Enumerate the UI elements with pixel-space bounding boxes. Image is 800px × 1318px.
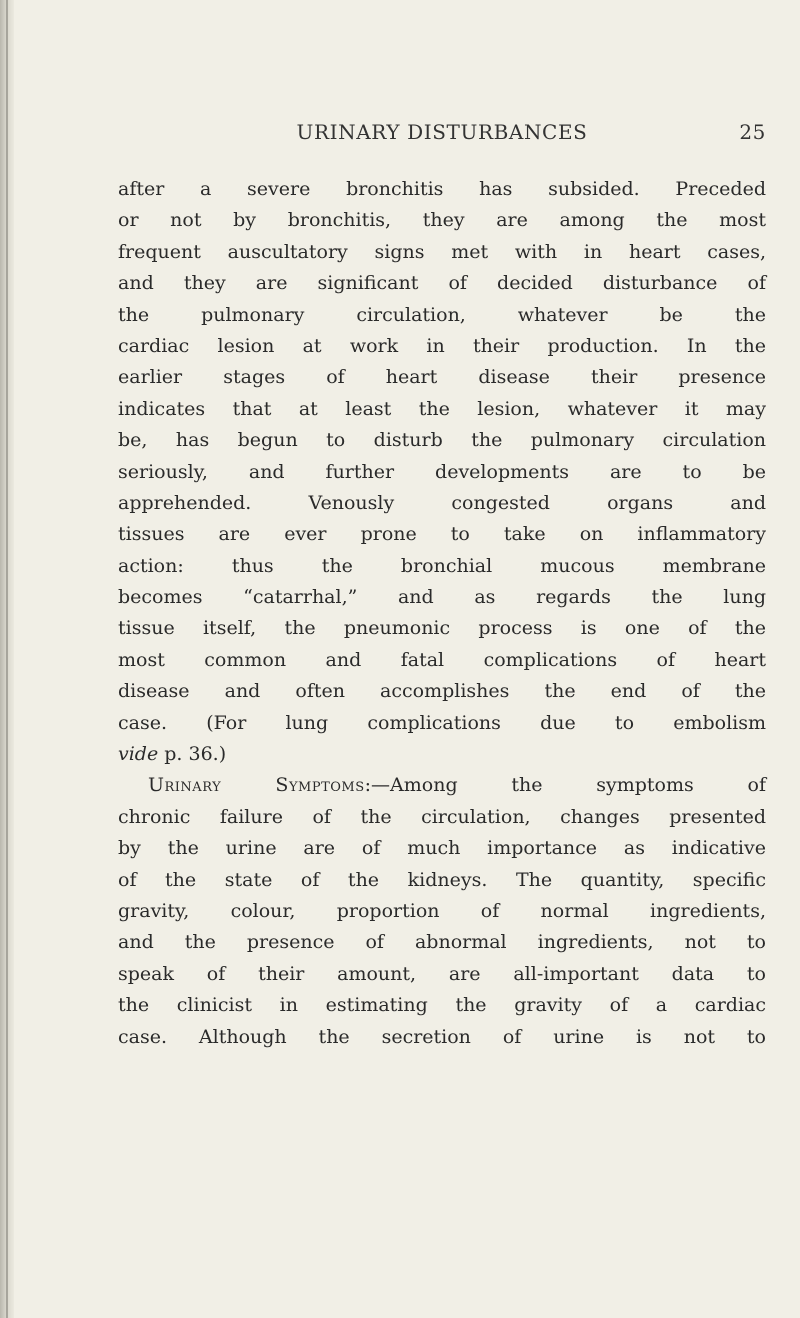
binding-edge <box>6 0 8 1318</box>
book-gutter-shadow <box>0 0 14 1318</box>
text-line: case. (For lung complications due to embolism <box>118 711 766 734</box>
page-header <box>118 120 766 152</box>
running-title: URINARY DISTURBANCES <box>296 120 588 144</box>
text-line: of the state of the kidneys. The quantity, specific <box>118 868 766 891</box>
text-line: the pulmonary circulation, whatever be the <box>118 303 766 326</box>
text-line: and they are significant of decided disturbance of <box>118 272 766 295</box>
text-line: case. Although the secretion of urine is not to <box>118 1025 766 1048</box>
vide-italic: vide <box>118 743 159 766</box>
text-line: speak of their amount, are all-important data to <box>118 962 766 985</box>
text-line: gravity, colour, proportion of normal ingredients, <box>118 899 766 922</box>
text-line: cardiac lesion at work in their production. In the <box>118 334 766 357</box>
page-number: 25 <box>739 120 766 144</box>
text-line: the clinicist in estimating the gravity of a cardiac <box>118 994 766 1017</box>
text-line: disease and often accomplishes the end of the <box>118 680 766 703</box>
section-first-line <box>118 770 766 801</box>
text-line: apprehended. Venously congested organs and <box>118 491 766 514</box>
book-page <box>118 120 766 1053</box>
text-line: action: thus the bronchial mucous membrane <box>118 554 766 577</box>
text-line: becomes “catarrhal,” and as regards the lung <box>118 586 766 609</box>
text-line: most common and fatal complications of heart <box>118 648 766 671</box>
text-line: be, has begun to disturb the pulmonary circulation <box>118 429 766 452</box>
section-heading: Urinary Symptoms <box>148 774 365 797</box>
body-text <box>118 174 766 1053</box>
text-line: indicates that at least the lesion, whatever it may <box>118 397 766 420</box>
text-line-vide-reference <box>118 739 766 770</box>
text-line: and the presence of abnormal ingredients, not to <box>118 931 766 954</box>
text-line: chronic failure of the circulation, changes presented <box>118 805 766 828</box>
text-line: tissue itself, the pneumonic process is one of the <box>118 617 766 640</box>
text-line: tissues are ever prone to take on inflammatory <box>118 523 766 546</box>
section-first-line-text: :—Among the symptoms of <box>364 774 766 797</box>
text-line: by the urine are of much importance as indicative <box>118 837 766 860</box>
text-line: earlier stages of heart disease their presence <box>118 366 766 389</box>
text-line: after a severe bronchitis has subsided. Preceded <box>118 178 766 200</box>
vide-page-reference: p. 36.) <box>158 743 227 766</box>
text-line: seriously, and further developments are to be <box>118 460 766 483</box>
text-line: or not by bronchitis, they are among the most <box>118 209 766 232</box>
text-line: frequent auscultatory signs met with in heart cases, <box>118 240 766 263</box>
